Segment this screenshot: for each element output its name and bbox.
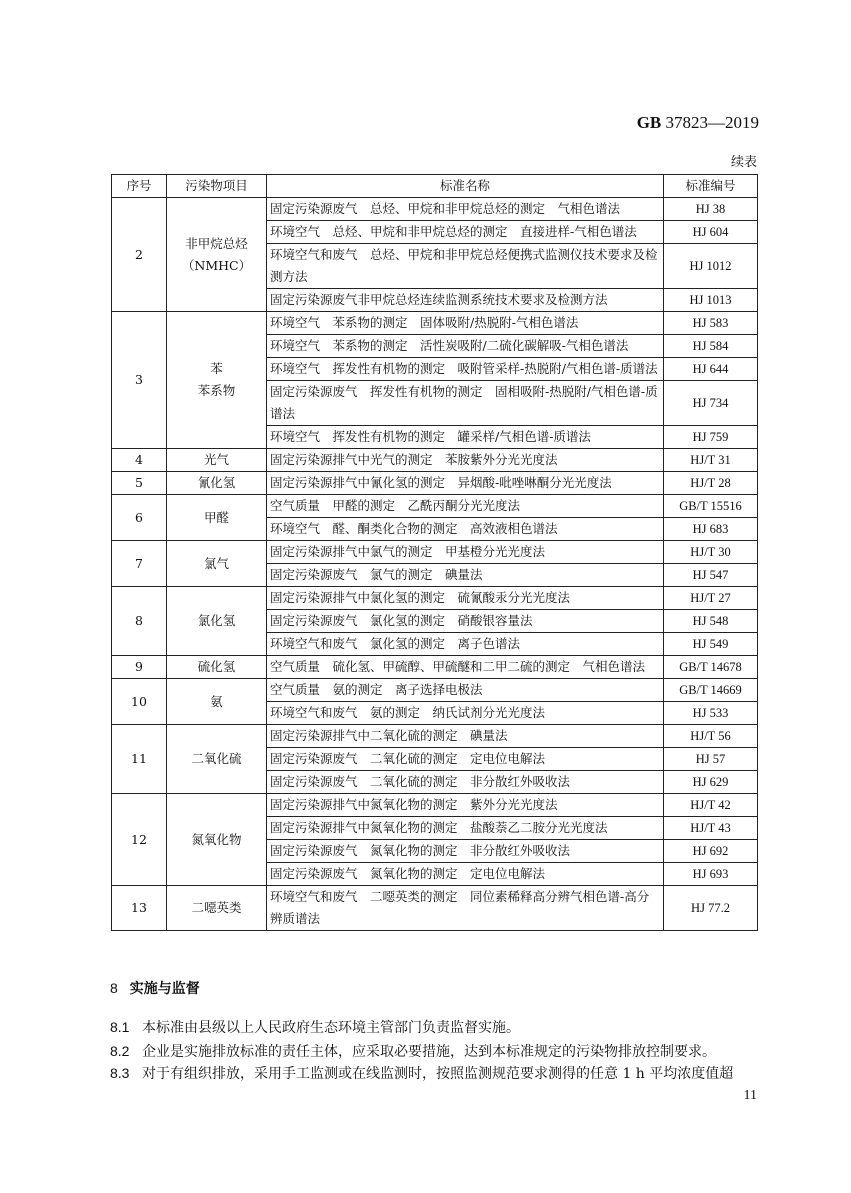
table-header-row	[112, 175, 758, 198]
standard-code: HJ/T 27	[664, 587, 758, 610]
clause-number: 8.2	[110, 1043, 130, 1059]
row-index: 3	[112, 312, 167, 449]
standard-code: HJ 1013	[664, 289, 758, 312]
section-title: 实施与监督	[129, 981, 200, 997]
standard-code: HJ 547	[664, 564, 758, 587]
pollutant-name: 甲醛	[203, 509, 229, 525]
standard-code: HJ 644	[664, 358, 758, 381]
pollutant-cell	[167, 587, 267, 656]
standard-code: HJ 57	[664, 748, 758, 771]
pollutant-name: 氯化氢	[197, 613, 236, 628]
standard-code: HJ 629	[664, 771, 758, 794]
pollutant-name-secondary: （NMHC）	[181, 257, 252, 273]
pollutant-name: 氯气	[203, 555, 229, 571]
table-row	[112, 886, 758, 931]
standard-code: HJ 77.2	[664, 886, 758, 931]
row-index: 12	[112, 794, 167, 886]
standard-code: HJ/T 42	[664, 794, 758, 817]
pollutant-name: 硫化氢	[197, 659, 236, 674]
table-row	[112, 495, 758, 518]
clause-8-3	[110, 1062, 760, 1085]
standard-code: HJ 548	[664, 610, 758, 633]
standard-name: 固定污染源废气 总烃、甲烷和非甲烷总烃的测定 气相色谱法	[267, 198, 664, 221]
row-index: 7	[112, 541, 167, 587]
pollutant-cell	[167, 472, 267, 495]
clause-text: 企业是实施排放标准的责任主体，应采取必要措施，达到本标准规定的污染物排放控制要求。	[142, 1044, 716, 1060]
standard-name: 环境空气和废气 氯化氢的测定 离子色谱法	[267, 633, 664, 656]
row-index: 6	[112, 495, 167, 541]
standard-name: 固定污染源废气非甲烷总烃连续监测系统技术要求及检测方法	[267, 289, 664, 312]
standard-code: HJ 549	[664, 633, 758, 656]
standard-code: HJ/T 43	[664, 817, 758, 840]
standard-name: 环境空气和废气 氨的测定 纳氏试剂分光光度法	[267, 702, 664, 725]
page-number: 11	[743, 1088, 757, 1103]
header-standard-name: 标准名称	[267, 175, 664, 198]
pollutant-name: 氮氧化物	[191, 831, 242, 847]
pollutant-cell	[167, 725, 267, 794]
pollutant-name: 苯	[210, 361, 223, 376]
standards-table	[111, 174, 758, 931]
clause-text: 本标准由县级以上人民政府生态环境主管部门负责监督实施。	[142, 1020, 520, 1036]
pollutant-cell	[167, 541, 267, 587]
pollutant-cell	[167, 794, 267, 886]
table-row	[112, 198, 758, 221]
header-index: 序号	[112, 175, 167, 198]
standard-name: 固定污染源废气 二氧化硫的测定 定电位电解法	[267, 748, 664, 771]
standard-name: 固定污染源排气中氰化氢的测定 异烟酸-吡唑啉酮分光光度法	[267, 472, 664, 495]
pollutant-name-secondary: 苯系物	[197, 383, 236, 398]
standard-name: 固定污染源废气 挥发性有机物的测定 固相吸附-热脱附/气相色谱-质谱法	[267, 381, 664, 426]
pollutant-name: 二噁英类	[191, 900, 242, 915]
pollutant-name: 光气	[203, 452, 229, 467]
pollutant-name: 非甲烷总烃	[185, 235, 248, 251]
header-standard-code: 标准编号	[664, 175, 758, 198]
table-body	[112, 198, 758, 931]
clause-number: 8.3	[110, 1065, 130, 1081]
standard-name: 空气质量 氨的测定 离子选择电极法	[267, 679, 664, 702]
standard-code: HJ 1012	[664, 244, 758, 289]
continued-table-label: 续表	[730, 155, 757, 170]
pollutant-cell	[167, 679, 267, 725]
standard-code: HJ 693	[664, 863, 758, 886]
row-index: 4	[112, 449, 167, 472]
row-index: 13	[112, 886, 167, 931]
table-row	[112, 449, 758, 472]
standard-code: GB/T 14669	[664, 679, 758, 702]
header-pollutant: 污染物项目	[167, 175, 267, 198]
standard-code: HJ/T 56	[664, 725, 758, 748]
pollutant-cell	[167, 198, 267, 312]
standard-code: GB/T 14678	[664, 656, 758, 679]
standard-code: HJ/T 30	[664, 541, 758, 564]
row-index: 8	[112, 587, 167, 656]
table-row	[112, 679, 758, 702]
pollutant-name: 氨	[210, 693, 223, 709]
pollutant-name: 氰化氢	[197, 475, 236, 490]
clause-text: 对于有组织排放，采用手工监测或在线监测时，按照监测规范要求测得的任意 1 h 平均浓度值超	[142, 1066, 734, 1082]
table-row	[112, 656, 758, 679]
row-index: 2	[112, 198, 167, 312]
standard-number-header	[637, 113, 759, 133]
standard-code: HJ/T 31	[664, 449, 758, 472]
standard-name: 空气质量 硫化氢、甲硫醇、甲硫醚和二甲二硫的测定 气相色谱法	[267, 656, 664, 679]
table-row	[112, 725, 758, 748]
standard-code: HJ 584	[664, 335, 758, 358]
pollutant-cell	[167, 656, 267, 679]
standard-name: 环境空气 挥发性有机物的测定 罐采样/气相色谱-质谱法	[267, 426, 664, 449]
pollutant-name: 二氧化硫	[191, 751, 242, 766]
standard-name: 环境空气 挥发性有机物的测定 吸附管采样-热脱附/气相色谱-质谱法	[267, 358, 664, 381]
row-index: 10	[112, 679, 167, 725]
pollutant-cell	[167, 312, 267, 449]
standard-name: 固定污染源废气 氯化氢的测定 硝酸银容量法	[267, 610, 664, 633]
standard-name: 环境空气 醛、酮类化合物的测定 高效液相色谱法	[267, 518, 664, 541]
row-index: 5	[112, 472, 167, 495]
standard-name: 环境空气和废气 二噁英类的测定 同位素稀释高分辨气相色谱-高分辨质谱法	[267, 886, 664, 931]
standard-name: 固定污染源排气中氯气的测定 甲基橙分光光度法	[267, 541, 664, 564]
pollutant-cell	[167, 449, 267, 472]
row-index: 11	[112, 725, 167, 794]
standard-code: HJ 38	[664, 198, 758, 221]
standard-name: 环境空气 苯系物的测定 固体吸附/热脱附-气相色谱法	[267, 312, 664, 335]
standard-name: 固定污染源排气中氮氧化物的测定 盐酸萘乙二胺分光光度法	[267, 817, 664, 840]
pollutant-cell	[167, 495, 267, 541]
standard-prefix: GB	[636, 113, 662, 132]
pollutant-cell	[167, 886, 267, 931]
standard-code: GB/T 15516	[664, 495, 758, 518]
standard-code: 37823—2019	[665, 113, 759, 132]
table-row	[112, 312, 758, 335]
standard-code: HJ 759	[664, 426, 758, 449]
standard-name: 固定污染源废气 氯气的测定 碘量法	[267, 564, 664, 587]
clause-8-1	[110, 1016, 760, 1039]
standard-code: HJ 583	[664, 312, 758, 335]
row-index: 9	[112, 656, 167, 679]
clause-8-2	[110, 1040, 760, 1063]
table-row	[112, 587, 758, 610]
table-row	[112, 794, 758, 817]
standard-name: 环境空气 总烃、甲烷和非甲烷总烃的测定 直接进样-气相色谱法	[267, 221, 664, 244]
standard-code: HJ 692	[664, 840, 758, 863]
standard-name: 空气质量 甲醛的测定 乙酰丙酮分光光度法	[267, 495, 664, 518]
standard-name: 固定污染源废气 氮氧化物的测定 非分散红外吸收法	[267, 840, 664, 863]
standard-name: 固定污染源排气中氮氧化物的测定 紫外分光光度法	[267, 794, 664, 817]
standard-code: HJ 734	[664, 381, 758, 426]
standard-name: 固定污染源废气 氮氧化物的测定 定电位电解法	[267, 863, 664, 886]
clause-number: 8.1	[110, 1019, 130, 1035]
standard-name: 固定污染源废气 二氧化硫的测定 非分散红外吸收法	[267, 771, 664, 794]
standard-name: 环境空气 苯系物的测定 活性炭吸附/二硫化碳解吸-气相色谱法	[267, 335, 664, 358]
standard-name: 环境空气和废气 总烃、甲烷和非甲烷总烃便携式监测仪技术要求及检测方法	[267, 244, 664, 289]
table-row	[112, 472, 758, 495]
table-row	[112, 541, 758, 564]
section-heading	[110, 978, 200, 998]
section-number: 8	[110, 980, 118, 996]
standard-name: 固定污染源排气中光气的测定 苯胺紫外分光光度法	[267, 449, 664, 472]
standard-code: HJ 683	[664, 518, 758, 541]
standard-code: HJ 604	[664, 221, 758, 244]
standard-code: HJ 533	[664, 702, 758, 725]
standard-name: 固定污染源排气中二氧化硫的测定 碘量法	[267, 725, 664, 748]
standard-name: 固定污染源排气中氯化氢的测定 硫氰酸汞分光光度法	[267, 587, 664, 610]
standard-code: HJ/T 28	[664, 472, 758, 495]
